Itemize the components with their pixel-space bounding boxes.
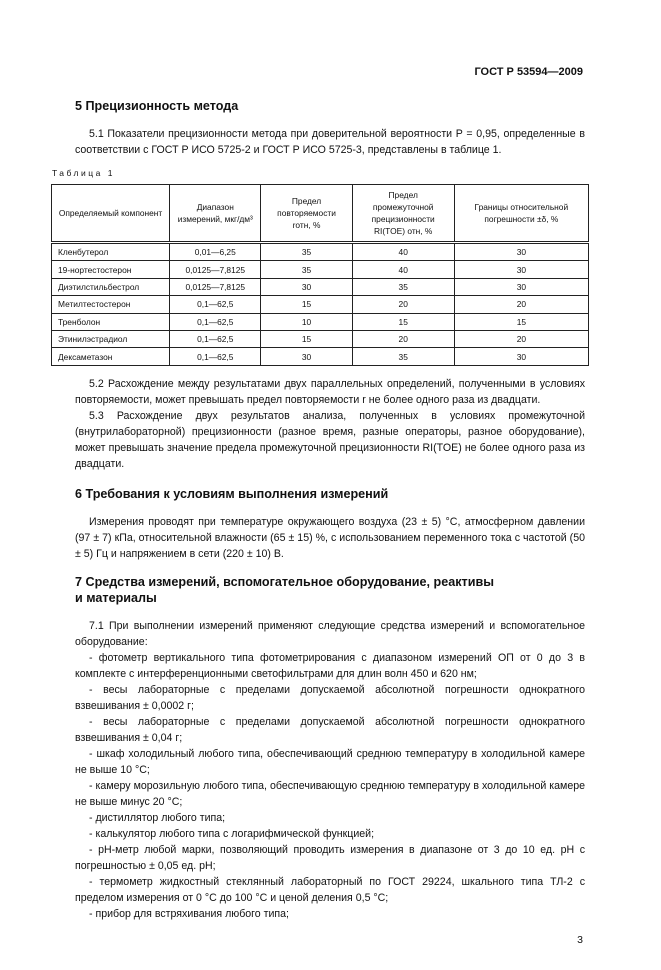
table-cell: Этинилэстрадиол xyxy=(52,330,170,347)
table-cell: 15 xyxy=(352,313,454,330)
paragraph-6: Измерения проводят при температуре окружающего воздуха (23 ± 5) °С, атмосферном давлении (97 ± 7) кПа, относительной влажности (65 ± 15) %, с использованием переменного тока с частотой (50 ± 5) Гц и напряжением в сети (220 ± 10) В. xyxy=(75,515,585,560)
table-cell: 30 xyxy=(261,348,352,365)
table-cell: 0,1—62,5 xyxy=(170,330,261,347)
table-cell: Диэтилстильбестрол xyxy=(52,278,170,295)
table-cell: 10 xyxy=(261,313,352,330)
table-cell: Метилтестостерон xyxy=(52,296,170,313)
table-cell: 0,1—62,5 xyxy=(170,296,261,313)
equipment-list-item: - весы лабораторные с пределами допускаемой абсолютной погрешности однократного взвешивания ± 0,04 г; xyxy=(75,715,585,744)
column-header: Предел повторяемости rотн, % xyxy=(261,185,352,243)
paragraph-5-2: 5.2 Расхождение между результатами двух параллельных определений, полученными в условиях повторяемости, может превышать предел повторяемости r не более одного раза из двадцати. xyxy=(75,377,585,406)
table-cell: 30 xyxy=(454,348,588,365)
table-cell: Дексаметазон xyxy=(52,348,170,365)
table-cell: 0,1—62,5 xyxy=(170,313,261,330)
equipment-list-item: - pH-метр любой марки, позволяющий проводить измерения в диапазоне от 3 до 10 ед. pH с погрешностью ± 0,05 ед. pH; xyxy=(75,843,585,872)
section-7-title-line2: и материалы xyxy=(75,590,157,605)
column-header: Предел промежуточной прецизионности RI(TOE) отн, % xyxy=(352,185,454,243)
equipment-list-item: - термометр жидкостный стеклянный лабораторный по ГОСТ 29224, шкального типа ТЛ-2 с пределом измерения от 0 °С до 100 °С и ценой деления 0,5 °С; xyxy=(75,875,585,904)
column-header: Определяемый компонент xyxy=(52,185,170,243)
section-7-title-line1: 7 Средства измерений, вспомогательное оборудование, реактивы xyxy=(75,574,494,589)
table-cell: 30 xyxy=(454,261,588,278)
section-5-title: 5 Прецизионность метода xyxy=(75,99,239,113)
table-cell: 19-нортестостерон xyxy=(52,261,170,278)
table-cell: 15 xyxy=(261,330,352,347)
table-cell: 0,0125—7,8125 xyxy=(170,261,261,278)
table-row xyxy=(52,261,589,278)
equipment-list-item: - весы лабораторные с пределами допускаемой абсолютной погрешности однократного взвешивания ± 0,0002 г; xyxy=(75,683,585,712)
column-header: Границы относительной погрешности ±δ, % xyxy=(454,185,588,243)
table-cell: 40 xyxy=(352,243,454,261)
table-cell: 15 xyxy=(454,313,588,330)
table-cell: 0,0125—7,8125 xyxy=(170,278,261,295)
table-cell: 40 xyxy=(352,261,454,278)
table-cell: 15 xyxy=(261,296,352,313)
table-row xyxy=(52,313,589,330)
table-cell: 0,1—62,5 xyxy=(170,348,261,365)
table-cell: 30 xyxy=(454,243,588,261)
table-row xyxy=(52,348,589,365)
equipment-list-item: - фотометр вертикального типа фотометрирования с диапазоном измерений ОП от 0 до 3 в комплекте с интерференционными светофильтрами для длин волн 450 и 620 нм; xyxy=(75,651,585,680)
paragraph-5-3: 5.3 Расхождение двух результатов анализа, полученных в условиях промежуточной (внутрилабораторной) прецизионности (разное время, разные операторы, разное оборудование), может превышать значение предела промежуточной прецизионности RI(TOE) не более одного раза из двадцати. xyxy=(75,409,585,470)
table-cell: 35 xyxy=(261,261,352,278)
table-cell: 20 xyxy=(352,296,454,313)
document-header: ГОСТ Р 53594—2009 xyxy=(474,66,583,78)
table-cell: 35 xyxy=(261,243,352,261)
paragraph-7-1: 7.1 При выполнении измерений применяют следующие средства измерений и вспомогательное оборудование: xyxy=(75,619,585,648)
table-cell: 20 xyxy=(454,330,588,347)
table-cell: 35 xyxy=(352,348,454,365)
table-cell: 20 xyxy=(454,296,588,313)
table-row xyxy=(52,296,589,313)
table-cell: Кленбутерол xyxy=(52,243,170,261)
equipment-list-item: - калькулятор любого типа с логарифмической функцией; xyxy=(89,827,375,840)
paragraph-5-1: 5.1 Показатели прецизионности метода при доверительной вероятности P = 0,95, определенные в соответствии с ГОСТ Р ИСО 5725-2 и ГОСТ Р ИСО 5725-3, представлены в таблице 1. xyxy=(75,128,585,156)
table-cell: 30 xyxy=(454,278,588,295)
column-header: Диапазон измерений, мкг/дм³ xyxy=(170,185,261,243)
precision-table xyxy=(51,184,589,366)
page-number: 3 xyxy=(577,933,583,946)
equipment-list-item: - дистиллятор любого типа; xyxy=(89,811,226,824)
table-cell: 35 xyxy=(352,278,454,295)
table-cell: Тренболон xyxy=(52,313,170,330)
equipment-list-item: - шкаф холодильный любого типа, обеспечивающий среднюю температуру в холодильной камере не выше 10 °С; xyxy=(75,747,585,776)
table-cell: 0,01—6,25 xyxy=(170,243,261,261)
table-row xyxy=(52,330,589,347)
equipment-list-item: - прибор для встряхивания любого типа; xyxy=(89,907,289,920)
table-row xyxy=(52,243,589,261)
table-caption: Таблица 1 xyxy=(52,168,115,178)
table-cell: 20 xyxy=(352,330,454,347)
table-row xyxy=(52,278,589,295)
section-6-title: 6 Требования к условиям выполнения измерений xyxy=(75,486,389,501)
table-cell: 30 xyxy=(261,278,352,295)
equipment-list-item: - камеру морозильную любого типа, обеспечивающую среднюю температуру в холодильной камере не выше минус 20 °С; xyxy=(75,779,585,808)
